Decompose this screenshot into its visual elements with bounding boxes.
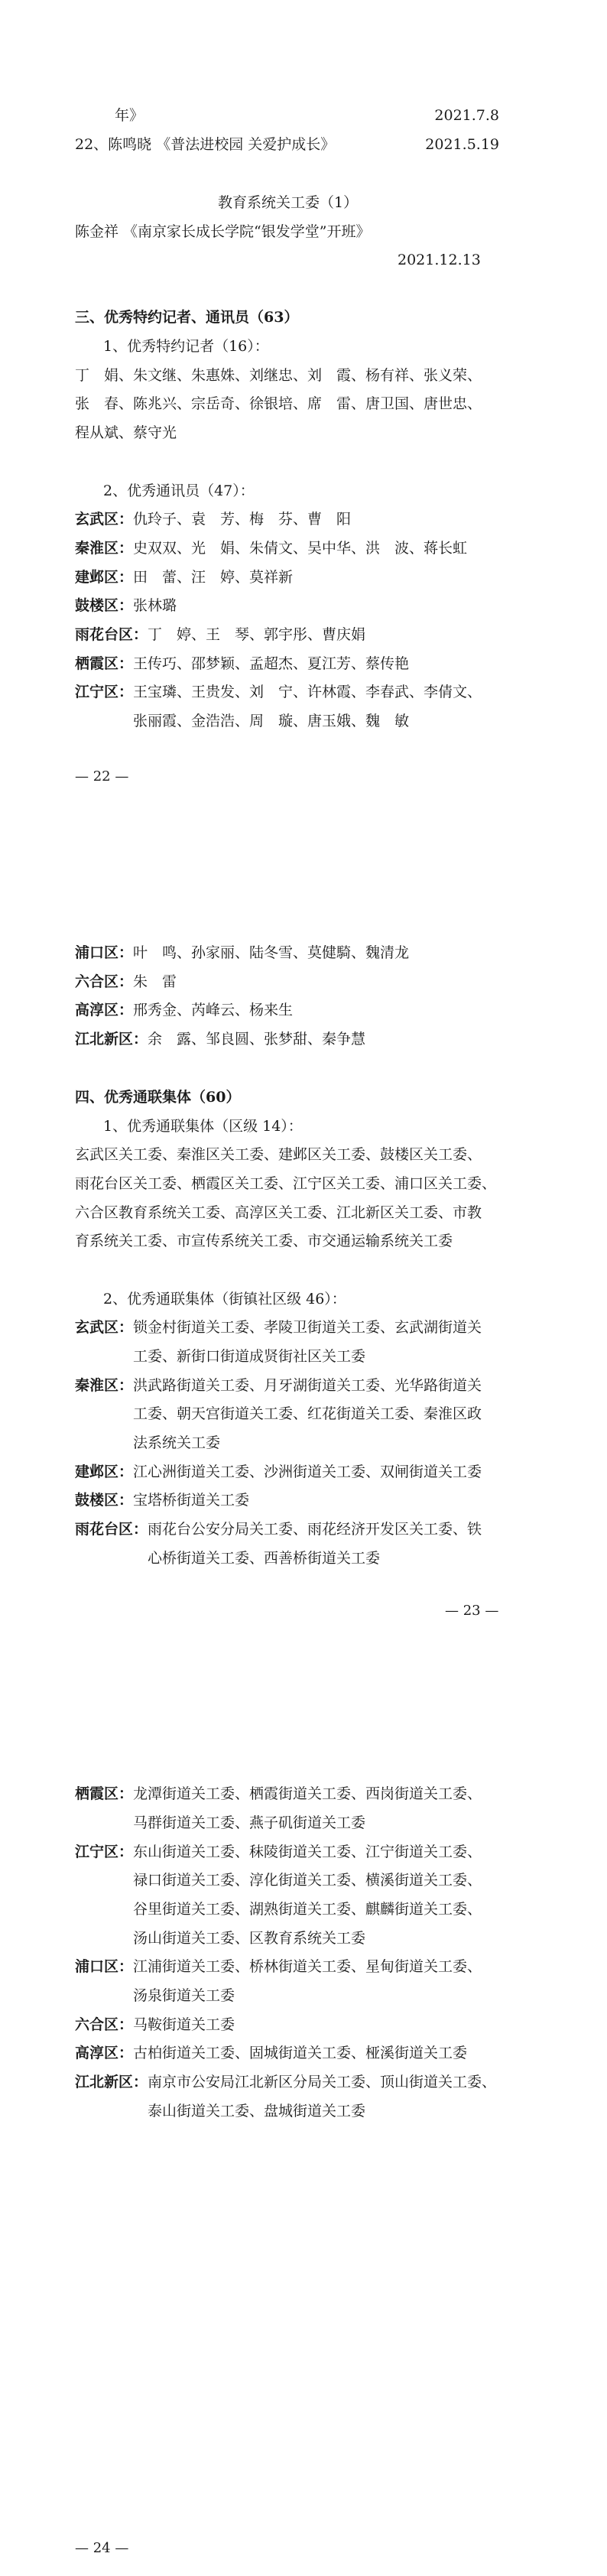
district-names: 马鞍街道关工委: [133, 2016, 235, 2033]
award-item-text: 年》: [115, 107, 144, 124]
district-names-continued: 法系统关工委: [133, 1434, 221, 1451]
subsection-heading: 1、优秀特约记者（16）：: [103, 338, 269, 355]
page-number: — 24 —: [75, 2540, 129, 2556]
district-row: [75, 1376, 482, 1395]
district-label: 雨花台区：: [75, 626, 148, 643]
district-row: [75, 943, 409, 963]
name-line: 程从斌、蔡守光: [75, 424, 177, 441]
district-row: [75, 1519, 482, 1539]
district-names-continued: 马群街道关工委、燕子矶街道关工委: [133, 1814, 366, 1831]
district-row: [75, 509, 351, 529]
district-names: 余 露、邹良圆、张梦甜、秦争慧: [148, 1031, 366, 1048]
award-item-education: 陈金祥 《南京家长成长学院“银发学堂”开班》: [75, 223, 371, 240]
district-label: 玄武区：: [75, 1319, 134, 1336]
district-row: [75, 2043, 467, 2063]
district-names: 仇玲子、袁 芳、梅 芬、曹 阳: [133, 511, 352, 528]
district-names-continued: 心桥街道关工委、西善桥街道关工委: [148, 1550, 381, 1567]
district-label: 建邺区：: [75, 1463, 134, 1480]
collective-line: 雨花台区关工委、栖霞区关工委、江宁区关工委、浦口区关工委、: [75, 1175, 497, 1192]
district-row: [75, 1490, 249, 1510]
district-label: 玄武区：: [75, 511, 134, 528]
district-names: 邢秀金、芮峰云、杨来生: [133, 1002, 294, 1018]
district-label: 秦淮区：: [75, 1377, 134, 1394]
award-item-22: [75, 135, 499, 154]
district-label: 江宁区：: [75, 1843, 134, 1860]
subsection-heading: 1、优秀通联集体（区级 14）：: [103, 1118, 303, 1135]
district-names-continued: 张丽霞、金浩浩、周 璇、唐玉娥、魏 敏: [133, 713, 410, 729]
section-4-heading: 四、优秀通联集体（60）: [75, 1089, 241, 1106]
district-label: 六合区：: [75, 2016, 134, 2033]
award-item-continued: [115, 106, 499, 125]
district-label: 高淳区：: [75, 1002, 134, 1018]
district-names: 田 蕾、汪 婷、莫祥新: [133, 569, 294, 586]
district-names: 宝塔桥街道关工委: [133, 1492, 250, 1509]
district-label: 江宁区：: [75, 684, 134, 700]
district-names: 古柏街道关工委、固城街道关工委、桠溪街道关工委: [133, 2045, 468, 2061]
section-3-heading: 三、优秀特约记者、通讯员（63）: [75, 309, 299, 326]
district-row: [75, 2072, 496, 2092]
district-row: [75, 596, 177, 616]
district-row: [75, 1957, 482, 1977]
district-names-continued: 禄口街道关工委、淳化街道关工委、横溪街道关工委、: [133, 1872, 482, 1889]
district-names: 江浦街道关工委、桥林街道关工委、星甸街道关工委、: [133, 1958, 482, 1975]
district-row: [75, 567, 293, 587]
district-row: [75, 972, 177, 992]
district-row: [75, 1462, 482, 1482]
district-row: [75, 654, 409, 674]
page-23: [0, 859, 607, 1717]
district-row: [75, 538, 467, 558]
district-label: 六合区：: [75, 973, 134, 990]
district-label: 江北新区：: [75, 2074, 148, 2090]
district-names-continued: 谷里街道关工委、湖熟街道关工委、麒麟街道关工委、: [133, 1901, 482, 1918]
district-names: 雨花台公安分局关工委、雨花经济开发区关工委、铁: [148, 1521, 482, 1538]
district-row: [75, 1317, 482, 1337]
district-label: 鼓楼区：: [75, 597, 134, 614]
name-line: 丁 娟、朱文继、朱惠姝、刘继忠、刘 霞、杨有祥、张义荣、: [75, 367, 482, 384]
district-label: 高淳区：: [75, 2045, 134, 2061]
name-line: 张 春、陈兆兴、宗岳奇、徐银培、席 雷、唐卫国、唐世忠、: [75, 395, 482, 412]
district-row: [75, 682, 482, 702]
collective-line: 六合区教育系统关工委、高淳区关工委、江北新区关工委、市教: [75, 1204, 482, 1221]
district-label: 秦淮区：: [75, 540, 134, 557]
district-names: 王传巧、邵梦颖、孟超杰、夏江芳、蔡传艳: [133, 655, 410, 672]
district-row: [75, 1029, 365, 1049]
district-names: 东山街道关工委、秣陵街道关工委、江宁街道关工委、: [133, 1843, 482, 1860]
district-names: 龙潭街道关工委、栖霞街道关工委、西岗街道关工委、: [133, 1785, 482, 1802]
district-row: [75, 1000, 293, 1020]
district-label: 栖霞区：: [75, 1785, 134, 1802]
page-number: — 22 —: [75, 768, 129, 784]
district-names-continued: 工委、新街口街道成贤街社区关工委: [133, 1348, 366, 1365]
subsection-heading: 2、优秀通讯员（47）：: [103, 482, 255, 499]
district-names-continued: 泰山街道关工委、盘城街道关工委: [148, 2103, 366, 2120]
group-heading-education: 教育系统关工委（1）: [218, 194, 359, 211]
district-names: 江心洲街道关工委、沙洲街道关工委、双闸街道关工委: [133, 1463, 482, 1480]
district-names: 叶 鸣、孙家丽、陆冬雪、莫健騎、魏清龙: [133, 944, 410, 961]
district-label: 浦口区：: [75, 1958, 134, 1975]
page-22: [0, 0, 607, 859]
district-label: 建邺区：: [75, 569, 134, 586]
district-label: 鼓楼区：: [75, 1492, 134, 1509]
district-row: [75, 1842, 482, 1862]
district-names-continued: 工委、朝天宫街道关工委、红花街道关工委、秦淮区政: [133, 1405, 482, 1422]
award-item-date: 2021.7.8: [434, 107, 499, 124]
district-names: 锁金村街道关工委、孝陵卫街道关工委、玄武湖街道关: [133, 1319, 482, 1336]
district-label: 栖霞区：: [75, 655, 134, 672]
district-label: 江北新区：: [75, 1031, 148, 1048]
district-label: 雨花台区：: [75, 1521, 148, 1538]
collective-line: 育系统关工委、市宣传系统关工委、市交通运输系统关工委: [75, 1233, 453, 1249]
collective-line: 玄武区关工委、秦淮区关工委、建邺区关工委、鼓楼区关工委、: [75, 1146, 482, 1163]
award-item-text: 22、陈鸣晓 《普法进校园 关爱护成长》: [75, 136, 336, 153]
page-number: — 23 —: [445, 1603, 499, 1619]
subsection-heading: 2、优秀通联集体（街镇社区级 46）：: [103, 1291, 346, 1307]
district-names: 张林璐: [133, 597, 177, 614]
district-row: [75, 625, 365, 645]
district-names: 南京市公安局江北新区分局关工委、顶山街道关工委、: [148, 2074, 497, 2090]
district-row: [75, 1784, 482, 1804]
award-item-date: 2021.12.13: [398, 252, 481, 268]
district-row: [75, 2015, 235, 2035]
district-names: 史双双、光 娟、朱倩文、吴中华、洪 波、蒋长虹: [133, 540, 468, 557]
district-names: 丁 婷、王 琴、郭宇彤、曹庆娟: [148, 626, 366, 643]
page-24: [0, 1717, 607, 2576]
district-names: 朱 雷: [133, 973, 177, 990]
award-item-date: 2021.5.19: [425, 136, 499, 153]
district-names-continued: 汤山街道关工委、区教育系统关工委: [133, 1930, 366, 1947]
district-names-continued: 汤泉街道关工委: [133, 1987, 235, 2004]
district-names: 洪武路街道关工委、月牙湖街道关工委、光华路街道关: [133, 1377, 482, 1394]
district-names: 王宝璘、王贵发、刘 宁、许林霞、李春武、李倩文、: [133, 684, 482, 700]
district-label: 浦口区：: [75, 944, 134, 961]
